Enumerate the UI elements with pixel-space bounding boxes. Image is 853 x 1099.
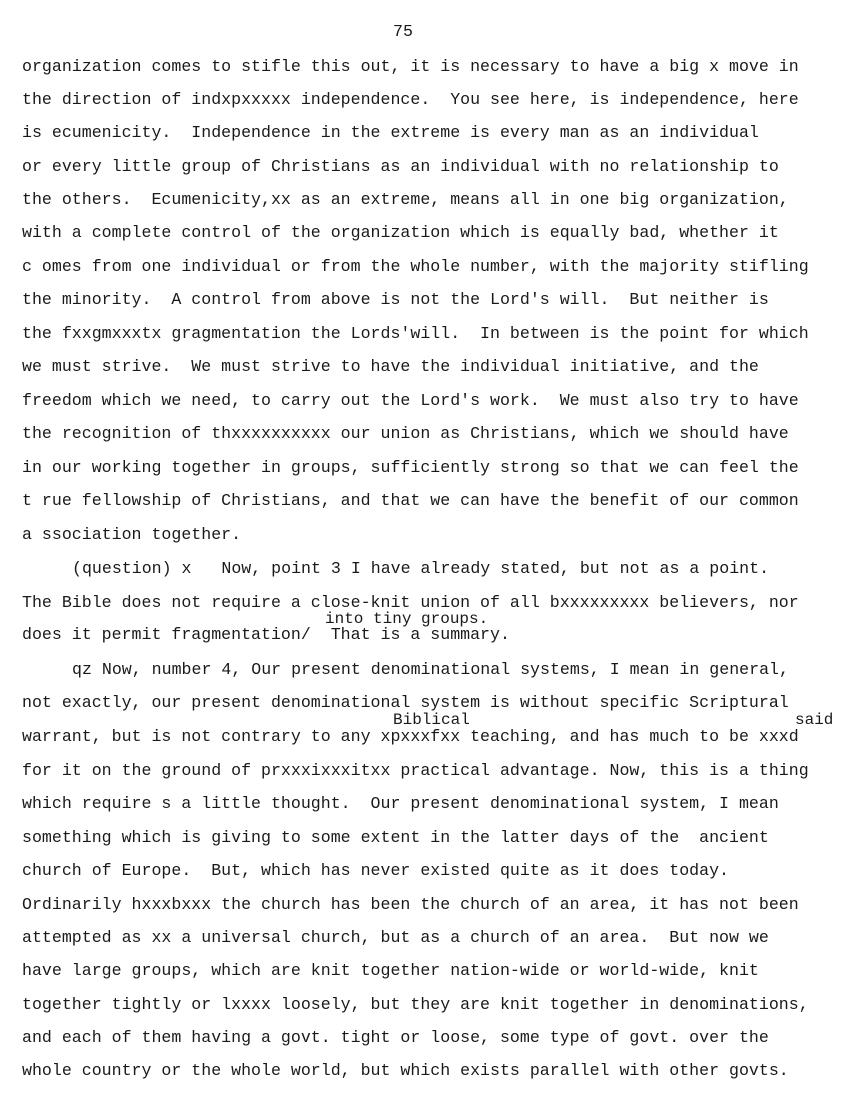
- text-line: not exactly, our present denominational system is without specific Scriptural: [22, 693, 789, 712]
- text-line: attempted as xx a universal church, but as a church of an area. But now we: [22, 928, 769, 947]
- text-line: organization comes to stifle this out, it is necessary to have a big x move in: [22, 57, 799, 76]
- text-line: which require s a little thought. Our present denominational system, I mean: [22, 794, 779, 813]
- text-line: freedom which we need, to carry out the Lord's work. We must also try to have: [22, 391, 799, 410]
- text-line: the direction of indxpxxxxx independence. You see here, is independence, here: [22, 90, 799, 109]
- text-line: something which is giving to some extent in the latter days of the ancient: [22, 828, 769, 847]
- text-line: with a complete control of the organization which is equally bad, whether it: [22, 223, 779, 242]
- text-line: and each of them having a govt. tight or loose, some type of govt. over the: [22, 1028, 769, 1047]
- text-line: we must strive. We must strive to have the individual initiative, and the: [22, 357, 759, 376]
- text-line: the recognition of thxxxxxxxxxx our union as Christians, which we should have: [22, 424, 789, 443]
- page-number: 75: [393, 22, 413, 41]
- text-line: a ssociation together.: [22, 525, 242, 544]
- text-line: have large groups, which are knit together nation-wide or world-wide, knit: [22, 961, 759, 980]
- text-line: c omes from one individual or from the whole number, with the majority stifling: [22, 257, 809, 276]
- text-line: for it on the ground of prxxxixxxitxx practical advantage. Now, this is a thing: [22, 761, 809, 780]
- text-line: (question) x Now, point 3 I have already stated, but not as a point.: [72, 559, 770, 578]
- text-line: t rue fellowship of Christians, and that we can have the benefit of our common: [22, 491, 799, 510]
- text-line: whole country or the whole world, but which exists parallel with other govts.: [22, 1061, 789, 1080]
- text-line: the others. Ecumenicity,xx as an extreme, means all in one big organization,: [22, 190, 789, 209]
- text-line: together tightly or lxxxx loosely, but they are knit together in denominations,: [22, 995, 809, 1014]
- text-line: the minority. A control from above is not the Lord's will. But neither is: [22, 290, 769, 309]
- text-line: warrant, but is not contrary to any xpxxxfxx teaching, and has much to be xxxd: [22, 727, 799, 746]
- insertion-text: Biblical: [393, 711, 470, 729]
- text-line: Ordinarily hxxxbxxx the church has been the church of an area, it has not been: [22, 895, 799, 914]
- text-line: does it permit fragmentation/ That is a summary.: [22, 625, 510, 644]
- text-line: the fxxgmxxxtx gragmentation the Lords'will. In between is the point for which: [22, 324, 809, 343]
- text-line: is ecumenicity. Independence in the extreme is every man as an individual: [22, 123, 759, 142]
- text-line: qz Now, number 4, Our present denominational systems, I mean in general,: [72, 660, 789, 679]
- insertion-text: into tiny groups.: [325, 610, 489, 628]
- text-line: or every little group of Christians as an individual with no relationship to: [22, 157, 779, 176]
- insertion-text: said: [795, 711, 834, 729]
- text-line: church of Europe. But, which has never existed quite as it does today.: [22, 861, 730, 880]
- text-line: in our working together in groups, sufficiently strong so that we can feel the: [22, 458, 799, 477]
- text-line: The Bible does not require a close-knit union of all bxxxxxxxxx believers, nor: [22, 593, 799, 612]
